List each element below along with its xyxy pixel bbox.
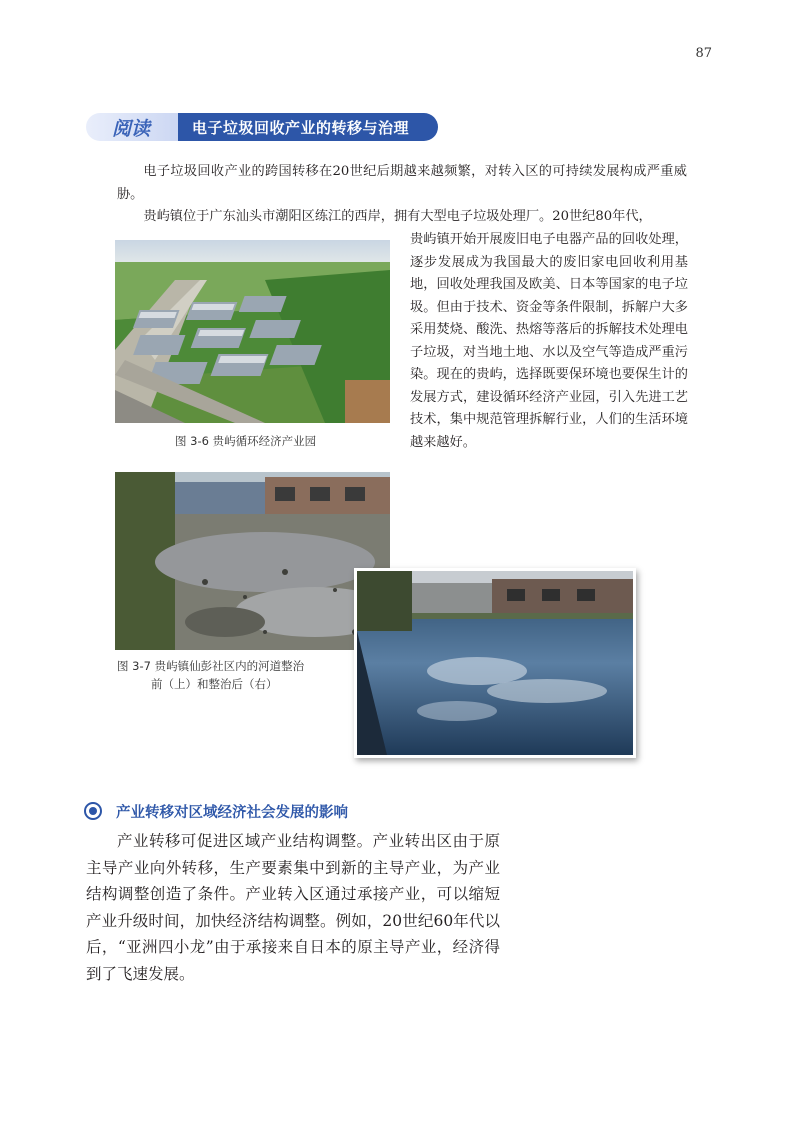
reading-tag: 阅读 [112,118,151,140]
section-body: 产业转移可促进区域产业结构调整。产业转出区由于原主导产业向外转移，生产要素集中到新的主导产业，为产业结构调整创造了条件。产业转入区通过承接产业，可以缩短产业升级时间，加快经济结构调整。例如，20世纪60年代以后，“亚洲四小龙”由于承接来自日本的原主导产业，经济得到了飞速发展。 [86,832,500,983]
figure-3-7-caption-line2: 前（上）和整治后（右） [151,677,278,691]
figure-3-7-caption [117,657,349,693]
section-heading-text: 产业转移对区域经济社会发展的影响 [116,805,348,821]
reading-paragraph-2-lead: 贵屿镇位于广东汕头市潮阳区练江的西岸，拥有大型电子垃圾处理厂。20世纪80年代， [143,209,652,224]
reading-header [86,113,438,141]
reading-paragraph-2-rest: 贵屿镇开始开展废旧电子电器产品的回收处理，逐步发展成为我国最大的废旧家电回收利用基地，回收处理我国及欧美、日本等国家的电子垃圾。但由于技术、资金等条件限制，拆解户大多采用焚烧、酸洗、热熔等落后的拆解技术处理电子垃圾，对当地土地、水以及空气等造成严重污染。现在的贵屿，选择既要保环境也要保生计的发展方式，建设循环经济产业园，引入先进工艺技术，集中规范管理拆解行业，人们的生活环境越来越好。 [410,232,688,450]
figure-3-7-caption-line1: 图 3-7 贵屿镇仙彭社区内的河道整治 [117,659,305,673]
reading-title: 电子垃圾回收产业的转移与治理 [192,119,410,137]
reading-title-bar [178,113,438,141]
bullseye-icon [84,802,102,820]
industrial-park-photo [115,240,390,423]
section-heading [84,801,348,822]
river-before-photo [115,472,390,650]
page-number: 87 [695,46,712,61]
river-after-photo [354,568,636,758]
reading-paragraph-1: 电子垃圾回收产业的跨国转移在20世纪后期越来越频繁，对转入区的可持续发展构成严重威胁。 [117,164,687,202]
figure-3-6-caption: 图 3-6 贵屿循环经济产业园 [175,434,317,448]
